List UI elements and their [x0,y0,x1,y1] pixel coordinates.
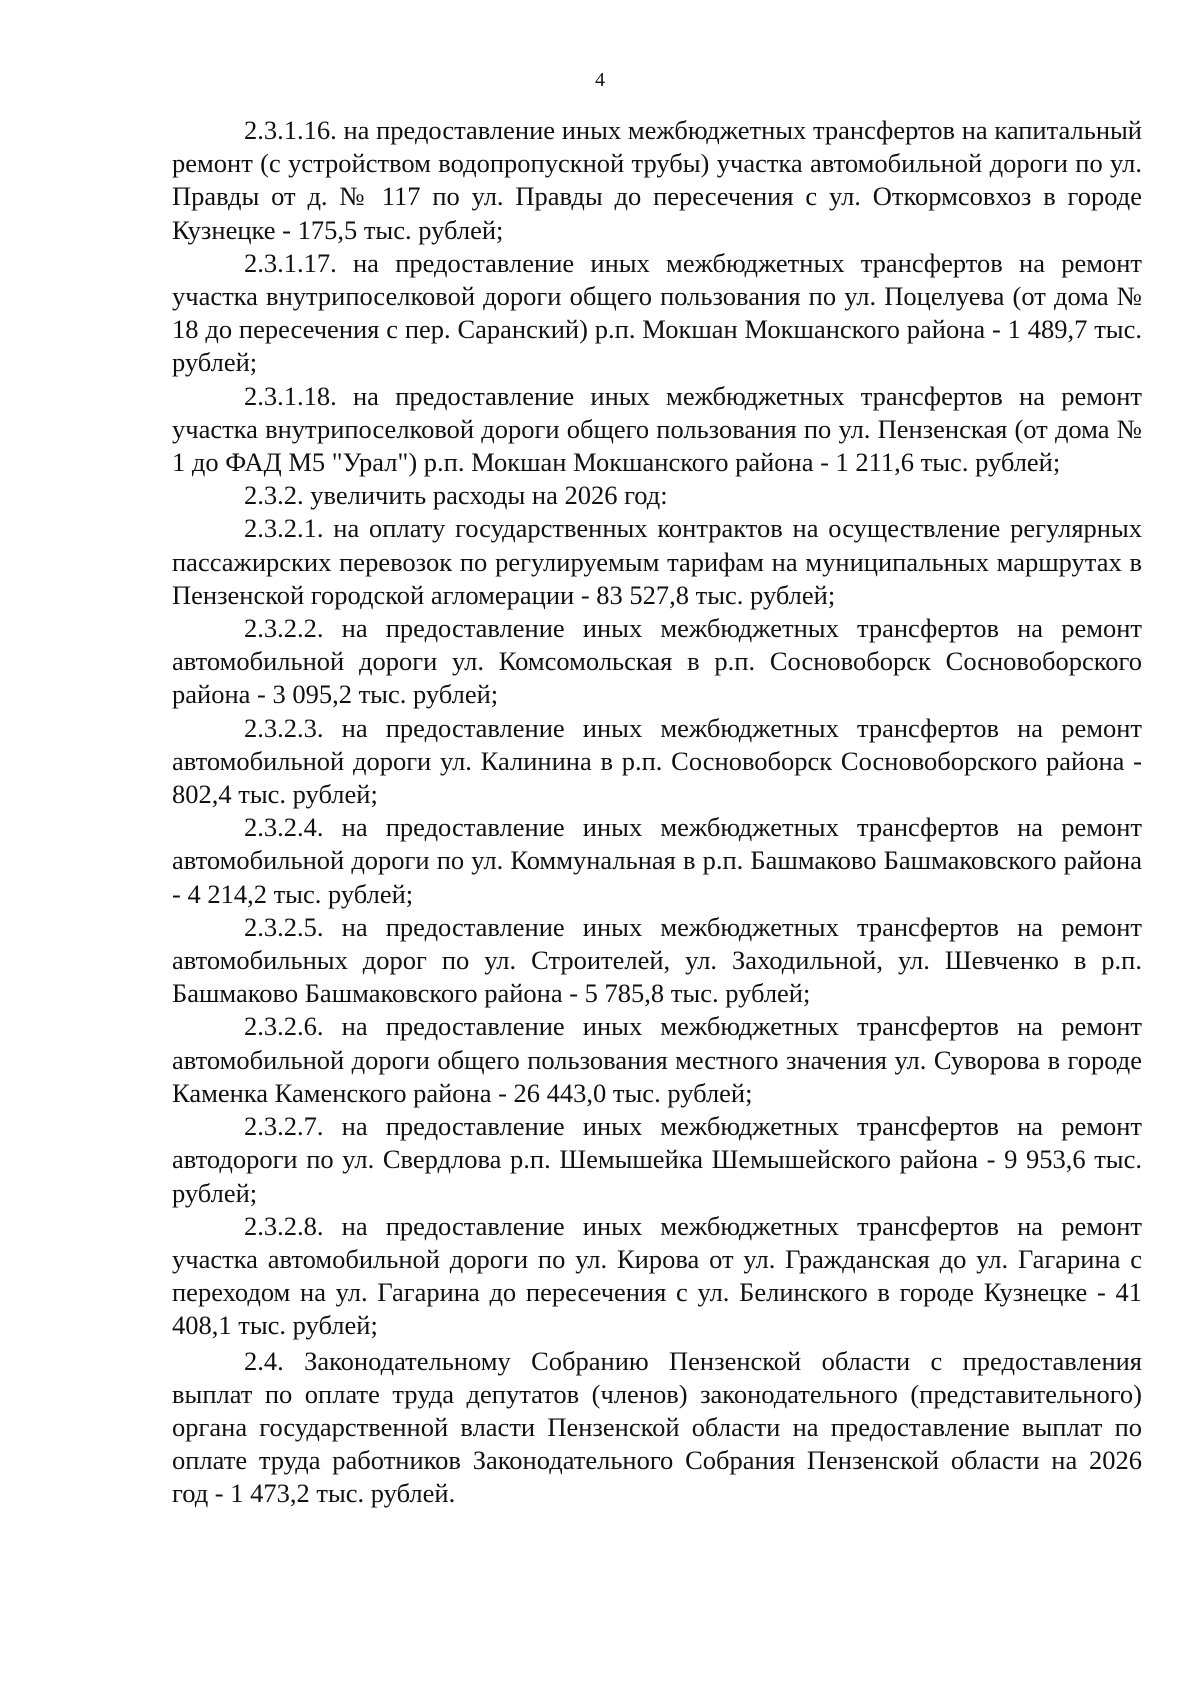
paragraph-2-3-2: 2.3.2. увеличить расходы на 2026 год: [244,480,668,511]
paragraph-2-3-2-8: 2.3.2.8. на предоставление иных межбюджетных трансфертов на ремонт участка автомобильной дороги по ул. Кирова от ул. Гражданская до ул. Гагарина с переходом на ул. Гагарина до пересечения с ул. Белинского в городе Кузнецке - 41 408,1 тыс. рублей; [172,1210,1142,1341]
paragraph-2-3-2-2: 2.3.2.2. на предоставление иных межбюджетных трансфертов на ремонт автомобильной дороги ул. Комсомольская в р.п. Сосновоборск Сосновоборского района - 3 095,2 тыс. рублей; [172,613,1142,710]
paragraph-2-3-2-4: 2.3.2.4. на предоставление иных межбюджетных трансфертов на ремонт автомобильной дороги по ул. Коммунальная в р.п. Башмаково Башмаковского района - 4 214,2 тыс. рублей; [172,812,1142,909]
paragraph-2-4: 2.4. Законодательному Собранию Пензенской области с предоставления выплат по оплате труда депутатов (членов) законодательного (представительного) органа государственной власти Пензенской области на предоставление выплат по оплате труда работников Законодательного Собрания Пензенской области на 2026 год - 1 473,2 тыс. рублей. [172,1345,1142,1509]
paragraph-2-3-2-1: 2.3.2.1. на оплату государственных контрактов на осуществление регулярных пассажирских перевозок по регулируемым тарифам на муниципальных маршрутах в Пензенской городской агломерации - 83 527,8 тыс. рублей; [172,513,1142,610]
paragraph-2-3-2-7: 2.3.2.7. на предоставление иных межбюджетных трансфертов на ремонт автодороги по ул. Свердлова р.п. Шемышейка Шемышейского района - 9 953,6 тыс. рублей; [172,1111,1142,1208]
document-body [172,114,1142,1511]
page-number: 4 [595,69,605,91]
paragraph-2-3-1-17: 2.3.1.17. на предоставление иных межбюджетных трансфертов на ремонт участка внутрипоселковой дороги общего пользования по ул. Поцелуева (от дома № 18 до пересечения с пер. Саранский) р.п. Мокшан Мокшанского района - 1 489,7 тыс. рублей; [172,247,1142,378]
paragraph-2-3-1-18: 2.3.1.18. на предоставление иных межбюджетных трансфертов на ремонт участка внутрипоселковой дороги общего пользования по ул. Пензенская (от дома № 1 до ФАД М5 "Урал") р.п. Мокшан Мокшанского района - 1 211,6 тыс. рублей; [172,380,1142,478]
paragraph-2-3-2-3: 2.3.2.3. на предоставление иных межбюджетных трансфертов на ремонт автомобильной дороги ул. Калинина в р.п. Сосновоборск Сосновоборского района - 802,4 тыс. рублей; [172,712,1142,810]
paragraph-2-3-2-5: 2.3.2.5. на предоставление иных межбюджетных трансфертов на ремонт автомобильных дорог по ул. Строителей, ул. Заходильной, ул. Шевченко в р.п. Башмаково Башмаковского района - 5 785,8 тыс. рублей; [172,911,1142,1009]
paragraph-2-3-2-6: 2.3.2.6. на предоставление иных межбюджетных трансфертов на ремонт автомобильной дороги общего пользования местного значения ул. Суворова в городе Каменка Каменского района - 26 443,0 тыс. рублей; [172,1011,1142,1108]
paragraph-2-3-1-16: 2.3.1.16. на предоставление иных межбюджетных трансфертов на капитальный ремонт (с устройством водопропускной трубы) участка автомобильной дороги по ул. Правды от д. № 117 по ул. Правды до пересечения с ул. Откормсовхоз в городе Кузнецке - 175,5 тыс. рублей; [172,115,1142,245]
